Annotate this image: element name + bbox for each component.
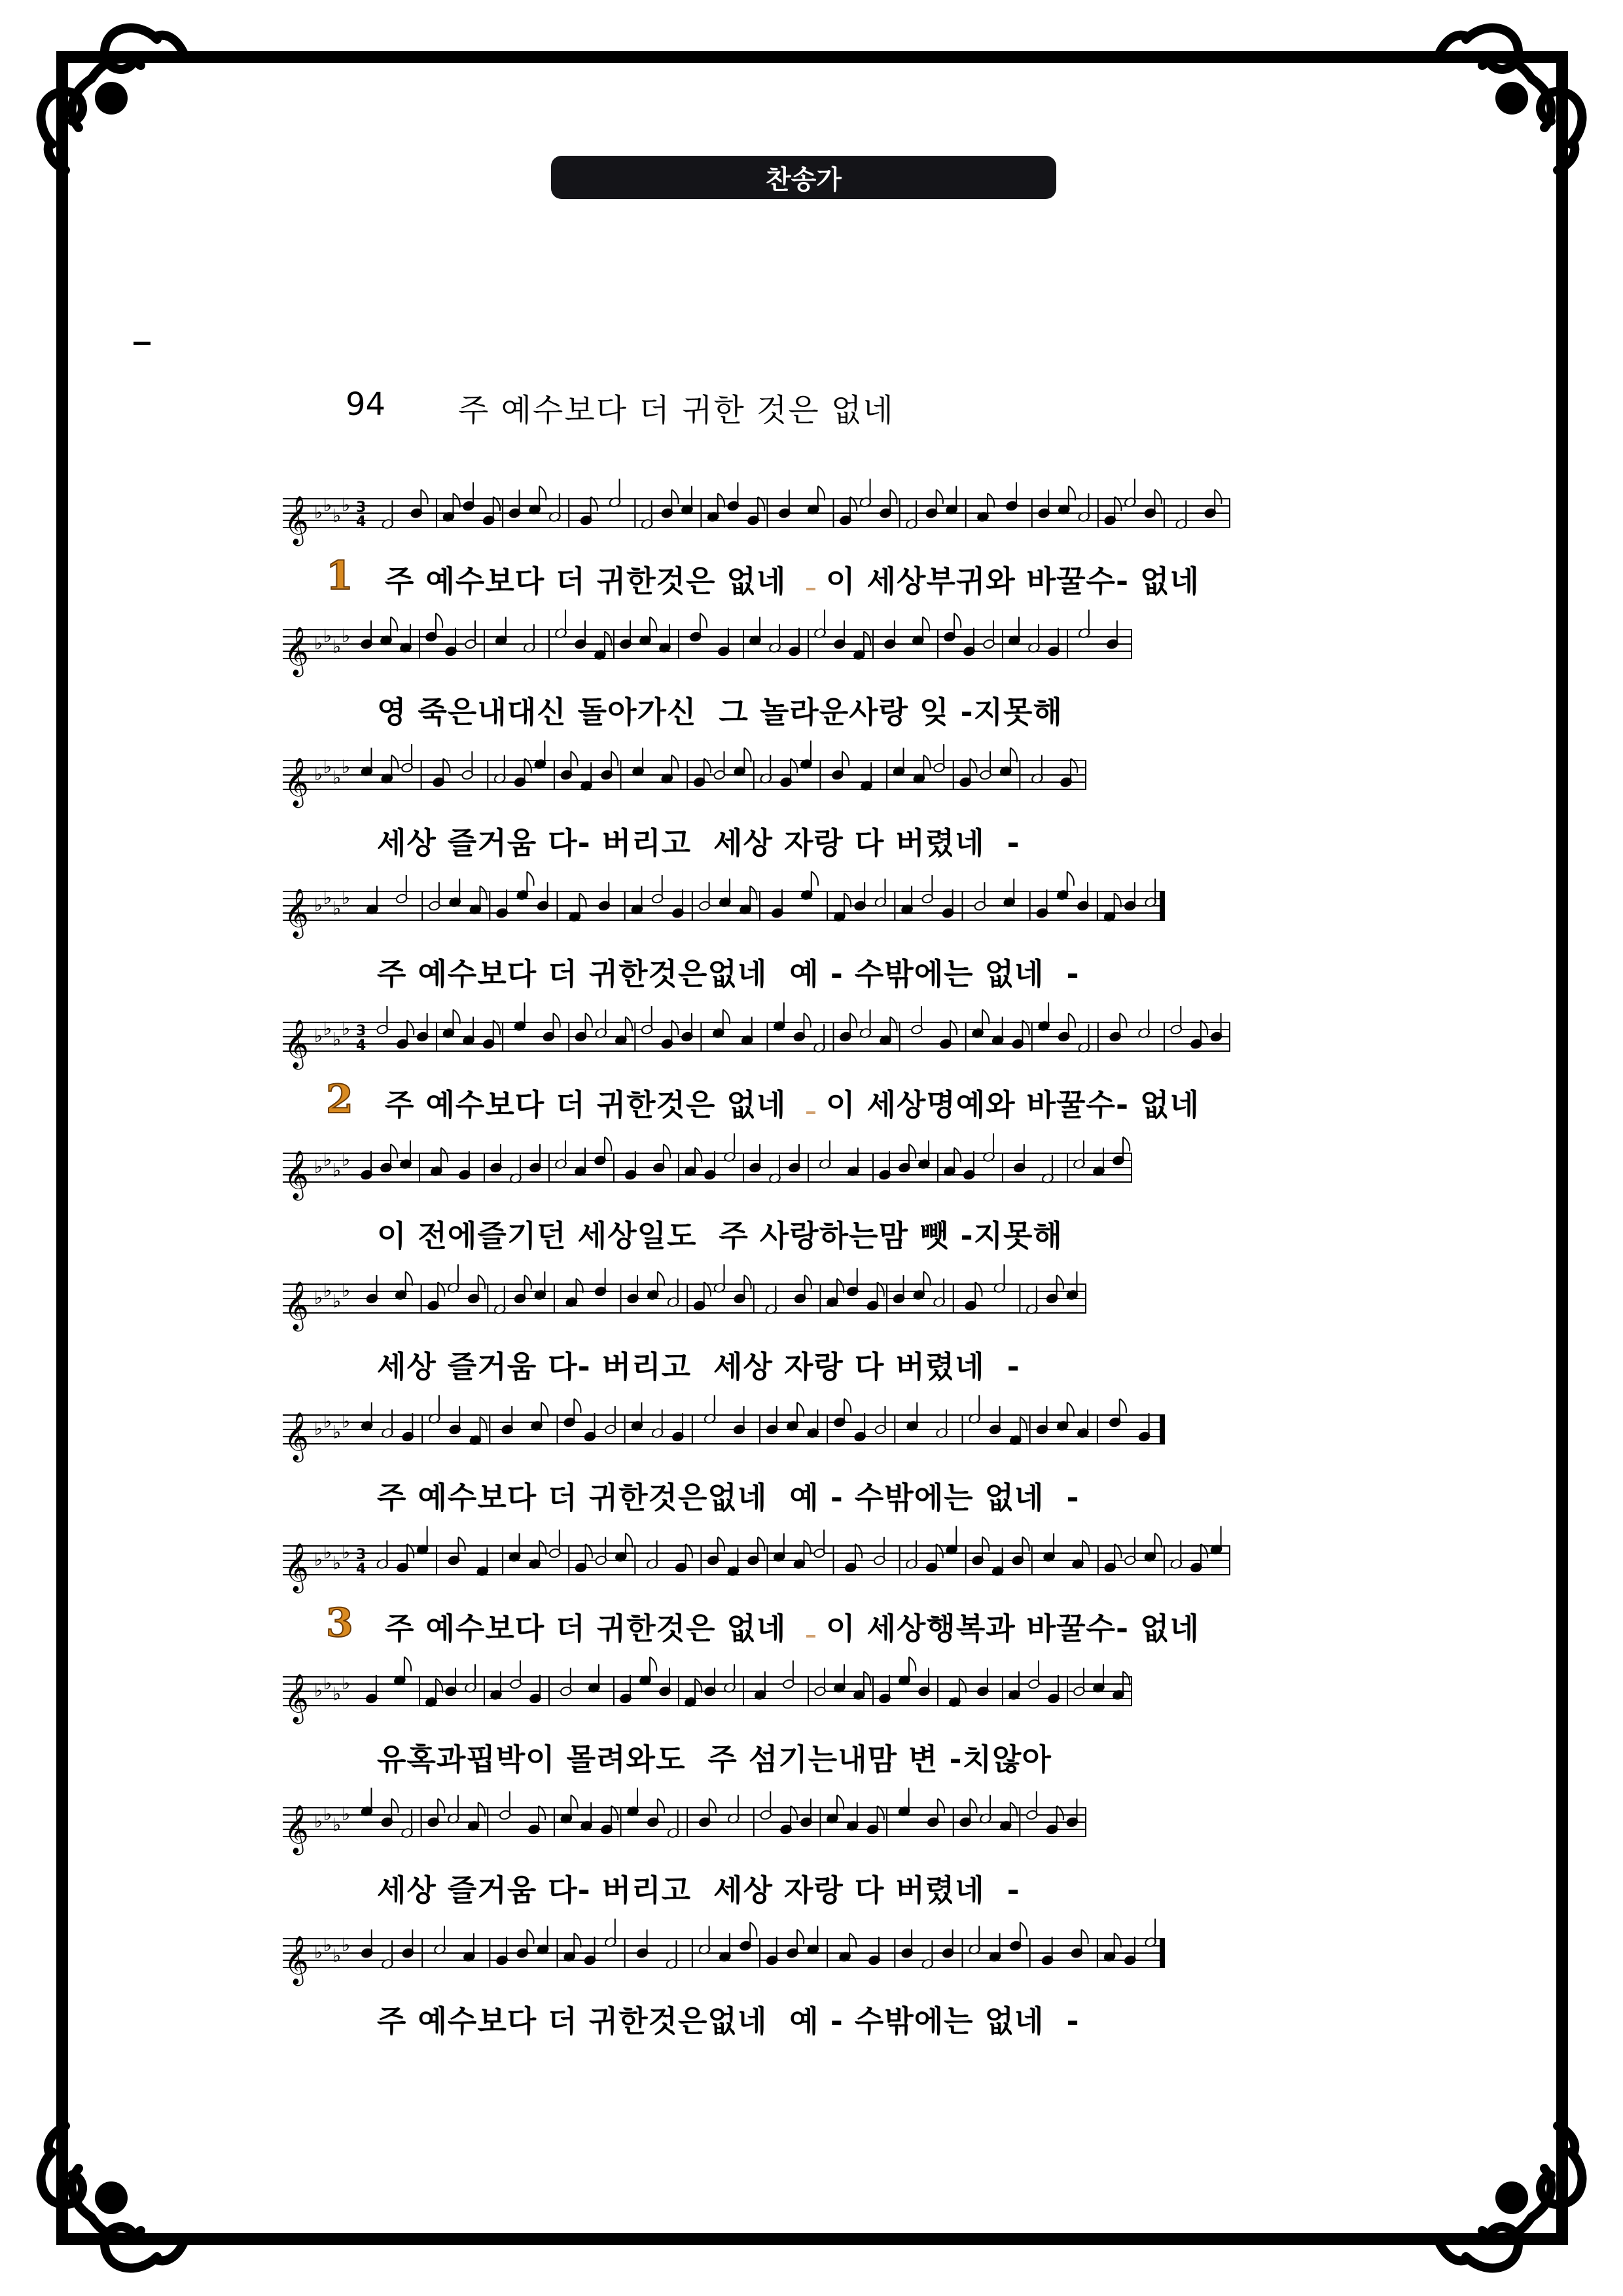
svg-text:♭: ♭ (314, 1287, 323, 1308)
svg-text:♭: ♭ (342, 1541, 351, 1563)
svg-text:♭: ♭ (323, 1672, 332, 1694)
svg-text:♭: ♭ (323, 887, 332, 908)
svg-text:♭: ♭ (342, 756, 351, 778)
ornament-corner-icon (26, 13, 196, 183)
music-staff (283, 1140, 1132, 1203)
svg-text:𝄞: 𝄞 (284, 496, 309, 545)
svg-text:𝄞: 𝄞 (284, 1020, 309, 1068)
svg-text:♭: ♭ (332, 1159, 342, 1181)
lyric-line: 세상 즐거움 다- 버리고 세상 자랑 다 버렸네 - (377, 1873, 1020, 1908)
music-staff (283, 1402, 1165, 1465)
svg-text:3: 3 (356, 1547, 366, 1563)
svg-text:♭: ♭ (323, 1803, 332, 1825)
lyric-line: 영 죽은내대신 돌아가신 그 놀라운사랑 잊 -지못해 (377, 694, 1063, 730)
svg-text:♭: ♭ (323, 1410, 332, 1432)
song-number: 94 (346, 386, 386, 423)
svg-text:♭: ♭ (342, 1803, 351, 1825)
lyric-line: 이 세상부귀와 바꿀수- 없네 (826, 564, 1200, 599)
svg-text:♭: ♭ (332, 1683, 342, 1705)
lyric-line: 주 예수보다 더 귀한것은 없네 (385, 1611, 787, 1646)
svg-text:♭: ♭ (342, 887, 351, 908)
lyric-line: 주 예수보다 더 귀한것은 없네 (385, 1087, 787, 1122)
svg-text:𝄞: 𝄞 (284, 758, 309, 806)
lyric-line: 주 예수보다 더 귀한것은없네 예 - 수밖에는 없네 - (377, 1480, 1080, 1515)
svg-text:♭: ♭ (342, 1280, 351, 1301)
music-staff (283, 1664, 1132, 1727)
lyric-line: 주 예수보다 더 귀한것은없네 예 - 수밖에는 없네 - (377, 2003, 1080, 2039)
svg-text:♭: ♭ (323, 1934, 332, 1956)
divider-mark (806, 1111, 815, 1114)
lyric-line: 세상 즐거움 다- 버리고 세상 자랑 다 버렸네 - (377, 825, 1020, 861)
svg-text:♭: ♭ (342, 1018, 351, 1039)
svg-text:♭: ♭ (314, 1941, 323, 1963)
ornament-corner-icon (1427, 2113, 1597, 2283)
svg-text:𝄞: 𝄞 (284, 1282, 309, 1330)
svg-text:♭: ♭ (332, 636, 342, 658)
svg-text:♭: ♭ (323, 1541, 332, 1563)
lyric-line: 이 전에즐기던 세상일도 주 사랑하는맘 뺏 -지못해 (377, 1218, 1063, 1253)
svg-text:♭: ♭ (332, 505, 342, 527)
svg-text:♭: ♭ (314, 1156, 323, 1177)
ornament-corner-icon (1427, 13, 1597, 183)
svg-text:♭: ♭ (323, 1018, 332, 1039)
svg-text:4: 4 (356, 514, 366, 530)
svg-text:𝄞: 𝄞 (284, 1543, 309, 1592)
lyric-line: 이 세상명예와 바꿀수- 없네 (826, 1087, 1200, 1122)
music-staff (283, 747, 1086, 810)
music-staff (283, 617, 1132, 679)
svg-text:♭: ♭ (342, 1410, 351, 1432)
svg-text:♭: ♭ (314, 501, 323, 523)
svg-text:♭: ♭ (323, 625, 332, 647)
svg-text:♭: ♭ (314, 1418, 323, 1439)
svg-text:♭: ♭ (332, 1814, 342, 1836)
svg-text:𝄞: 𝄞 (284, 1151, 309, 1199)
lyric-line: 주 예수보다 더 귀한것은없네 예 - 수밖에는 없네 - (377, 956, 1080, 992)
svg-text:♭: ♭ (314, 1810, 323, 1832)
svg-text:♭: ♭ (342, 1934, 351, 1956)
margin-mark (134, 342, 151, 345)
ornament-corner-icon (26, 2113, 196, 2283)
svg-text:𝄞: 𝄞 (284, 889, 309, 937)
svg-text:♭: ♭ (314, 1025, 323, 1047)
svg-text:♭: ♭ (332, 1028, 342, 1050)
divider-mark (806, 1635, 815, 1638)
svg-text:♭: ♭ (314, 1679, 323, 1701)
music-staff (283, 486, 1230, 548)
music-staff (283, 1009, 1230, 1072)
svg-text:𝄞: 𝄞 (284, 1805, 309, 1854)
svg-text:♭: ♭ (323, 1280, 332, 1301)
lyric-line: 세상 즐거움 다- 버리고 세상 자랑 다 버렸네 - (377, 1349, 1020, 1384)
verse-number: 3 (326, 1600, 353, 1646)
verse-number: 2 (326, 1077, 353, 1122)
svg-text:♭: ♭ (342, 625, 351, 647)
divider-mark (806, 588, 815, 590)
svg-text:♭: ♭ (314, 894, 323, 916)
svg-text:♭: ♭ (342, 494, 351, 516)
lyric-line: 주 예수보다 더 귀한것은 없네 (385, 564, 787, 599)
svg-text:𝄞: 𝄞 (284, 627, 309, 675)
svg-text:♭: ♭ (314, 632, 323, 654)
svg-text:♭: ♭ (332, 897, 342, 920)
svg-text:♭: ♭ (323, 494, 332, 516)
svg-text:♭: ♭ (332, 766, 342, 789)
song-title: 주 예수보다 더 귀한 것은 없네 (458, 392, 895, 429)
svg-text:♭: ♭ (323, 1149, 332, 1170)
category-title: 찬송가 (551, 156, 1056, 199)
svg-text:♭: ♭ (342, 1149, 351, 1170)
svg-text:♭: ♭ (314, 763, 323, 785)
lyric-line: 유혹과핍박이 몰려와도 주 섬기는내맘 변 -치않아 (377, 1742, 1052, 1777)
svg-text:𝄞: 𝄞 (284, 1412, 309, 1461)
music-staff (283, 878, 1165, 941)
music-staff (283, 1271, 1086, 1334)
music-staff (283, 1533, 1230, 1596)
music-staff (283, 1926, 1165, 1988)
svg-text:♭: ♭ (342, 1672, 351, 1694)
svg-text:3: 3 (356, 1023, 366, 1039)
svg-text:♭: ♭ (332, 1945, 342, 1967)
lyric-line: 이 세상행복과 바꿀수- 없네 (826, 1611, 1200, 1646)
svg-text:𝄞: 𝄞 (284, 1936, 309, 1984)
svg-text:♭: ♭ (332, 1290, 342, 1312)
music-staff (283, 1795, 1086, 1857)
svg-text:4: 4 (356, 1037, 366, 1054)
svg-text:♭: ♭ (332, 1421, 342, 1443)
svg-text:𝄞: 𝄞 (284, 1674, 309, 1723)
verse-number: 1 (326, 553, 353, 599)
svg-text:3: 3 (356, 499, 366, 516)
svg-text:♭: ♭ (323, 756, 332, 778)
svg-text:♭: ♭ (332, 1552, 342, 1574)
svg-text:4: 4 (356, 1561, 366, 1577)
svg-text:♭: ♭ (314, 1549, 323, 1570)
